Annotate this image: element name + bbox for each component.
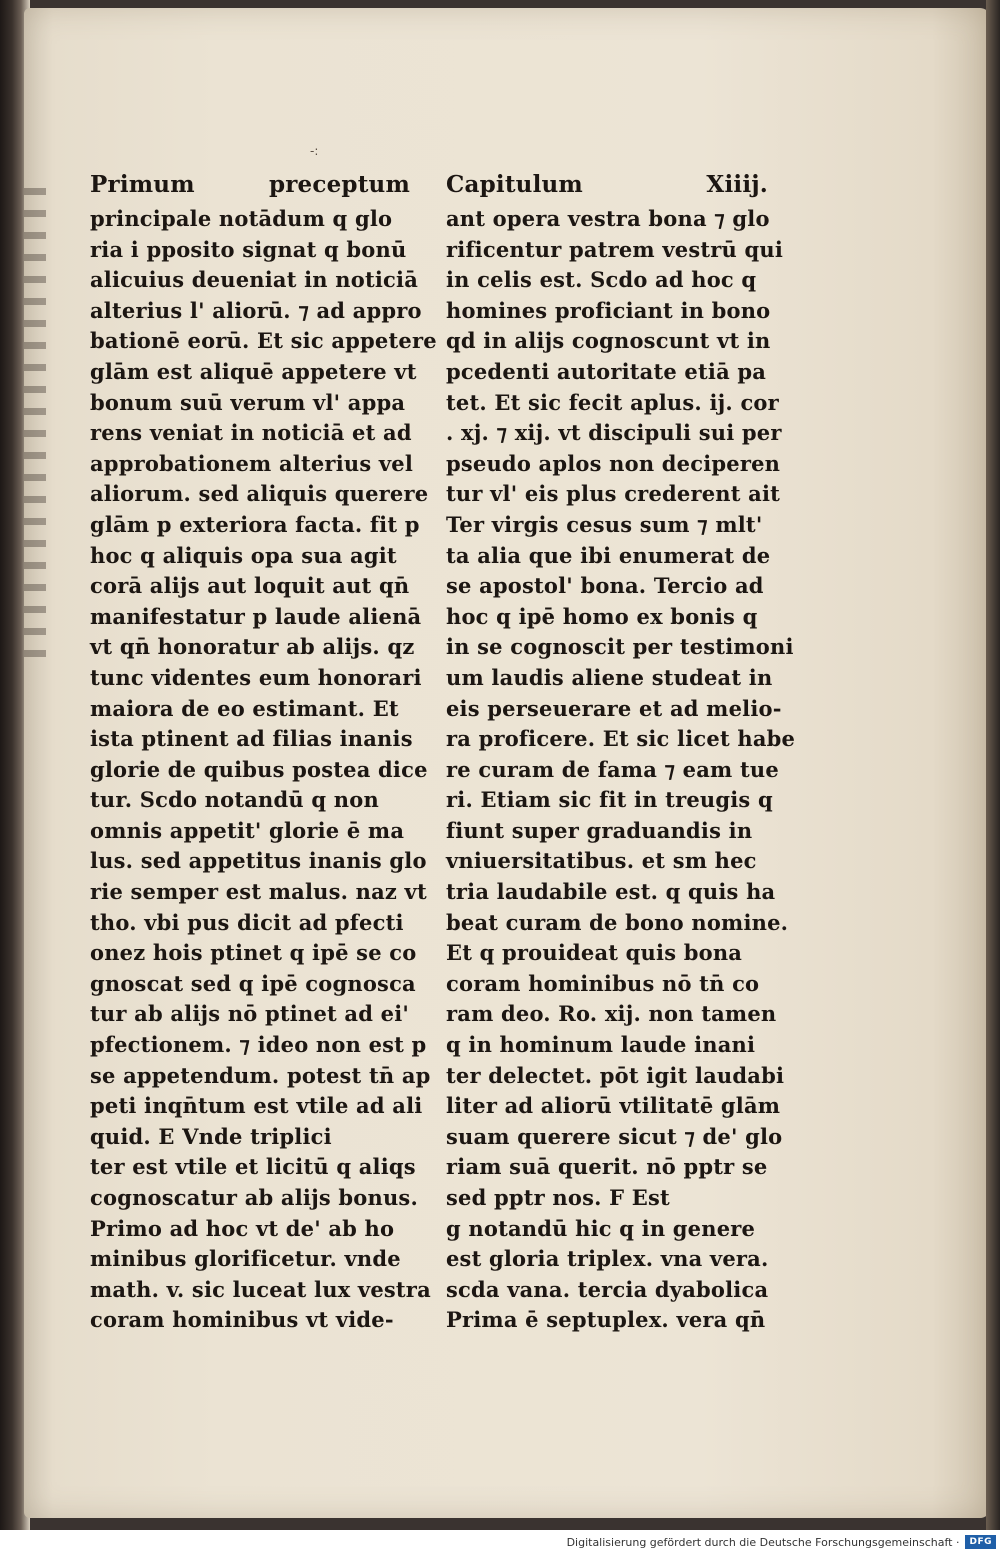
running-head-preceptum: preceptum <box>268 171 410 198</box>
left-running-head <box>90 166 410 204</box>
text-line: peti inqn̄tum est vtile ad ali <box>90 1093 423 1119</box>
text-line: quid. E Vnde triplici <box>90 1123 332 1149</box>
text-line: glām est aliquē appetere vt <box>90 358 417 384</box>
text-line: qd in alijs cognoscunt vt in <box>446 328 771 354</box>
folio-number: Xiiij. <box>706 171 768 198</box>
text-line: in se cognoscit per testimoni <box>446 634 794 660</box>
text-line: aliorum. sed aliquis querere <box>90 481 429 507</box>
text-line: Et q prouideat quis bona <box>446 940 743 966</box>
text-line: ter delectet. pōt igit laudabi <box>446 1062 785 1088</box>
text-line: principale notādum q glo <box>90 206 393 231</box>
text-line: sed pptr nos. F Est <box>446 1185 670 1210</box>
text-line: corā alijs aut loquit aut qn̄ <box>90 573 410 599</box>
text-line: manifestatur p laude alienā <box>90 603 422 629</box>
dfg-logo: DFG <box>965 1535 996 1549</box>
text-line: ra proficere. Et sic licet habe <box>446 726 796 752</box>
text-line: um laudis aliene studeat in <box>446 664 773 690</box>
text-line: hoc q ipē homo ex bonis q <box>446 603 758 629</box>
text-line: fiunt super graduandis in <box>446 817 753 843</box>
text-line: ta alia que ibi enumerat de <box>446 542 771 568</box>
text-line: suam querere sicut ⁊ de' glo <box>446 1123 783 1149</box>
text-line: coram hominibus nō tn̄ co <box>446 970 760 996</box>
text-line: . xj. ⁊ xij. vt discipuli sui per <box>446 420 782 446</box>
text-line: liter ad aliorū vtilitatē glām <box>446 1093 781 1119</box>
text-line: rens veniat in noticiā et ad <box>90 420 412 446</box>
facing-page-bleed <box>24 188 46 658</box>
running-head-capitulum: Capitulum <box>446 171 583 198</box>
text-line: rie semper est malus. naz vt <box>90 879 427 905</box>
running-head-primum: Primum <box>90 171 195 198</box>
text-line: rificentur patrem vestrū qui <box>446 236 784 262</box>
text-line: glām p exteriora facta. fit p <box>90 511 420 537</box>
text-line: gnoscat sed q ipē cognosca <box>90 970 416 996</box>
text-line: onez hois ptinet q ipē se co <box>90 940 417 966</box>
text-line: tunc videntes eum honorari <box>90 664 422 690</box>
text-line: ri. Etiam sic fit in treugis q <box>446 787 773 813</box>
text-line: omnis appetit' glorie ē ma <box>90 817 405 843</box>
text-line: cognoscatur ab alijs bonus. <box>90 1185 418 1210</box>
text-line: tur vl' eis plus crederent ait <box>446 481 781 507</box>
text-line: q in hominum laude inani <box>446 1032 756 1058</box>
text-line: vt qn̄ honoratur ab alijs. qz <box>90 634 415 660</box>
text-line: coram hominibus vt vide- <box>90 1307 394 1333</box>
text-line: ter est vtile et licitū q aliqs <box>90 1154 416 1180</box>
text-line: Ter virgis cesus sum ⁊ mlt' <box>446 511 763 537</box>
text-line: minibus glorificetur. vnde <box>90 1246 401 1272</box>
right-running-head <box>446 166 768 204</box>
text-line: glorie de quibus postea dice <box>90 756 428 782</box>
book-right-edge <box>986 0 1000 1530</box>
text-line: maiora de eo estimant. Et <box>90 695 399 721</box>
text-line: bonum suū verum vl' appa <box>90 389 406 415</box>
digitization-footer <box>0 1530 1000 1554</box>
text-line: hoc q aliquis opa sua agit <box>90 542 397 568</box>
text-line: vniuersitatibus. et sm hec <box>446 848 757 874</box>
text-line: beat curam de bono nomine. <box>446 909 789 935</box>
text-line: alterius l' aliorū. ⁊ ad appro <box>90 297 422 323</box>
text-line: se apostol' bona. Tercio ad <box>446 573 764 599</box>
text-line: Prima ē septuplex. vera qn̄ <box>446 1307 766 1333</box>
text-line: alicuius deueniat in noticiā <box>90 267 419 293</box>
text-line: ant opera vestra bona ⁊ glo <box>446 206 770 231</box>
text-line: eis perseuerare et ad melio- <box>446 695 782 721</box>
text-line: pseudo aplos non deciperen <box>446 450 781 476</box>
text-line: tur. Scdo notandū q non <box>90 787 379 813</box>
text-line: in celis est. Scdo ad hoc q <box>446 267 757 293</box>
text-line: riam suā querit. nō pptr se <box>446 1154 768 1180</box>
text-line: tria laudabile est. q quis ha <box>446 879 776 905</box>
right-lines <box>446 204 796 1336</box>
text-line: tet. Et sic fecit aplus. ij. cor <box>446 389 779 415</box>
text-line: g notandū hic q in genere <box>446 1215 756 1241</box>
text-line: ria i pposito signat q bonū <box>90 236 407 262</box>
text-line: math. v. sic luceat lux vestra <box>90 1276 431 1302</box>
text-line: ram deo. Ro. xij. non tamen <box>446 1001 777 1027</box>
text-line: homines proficiant in bono <box>446 297 771 323</box>
text-line: scda vana. tercia dyabolica <box>446 1276 769 1302</box>
text-line: tur ab alijs nō ptinet ad ei' <box>90 1001 409 1027</box>
text-line: pcedenti autoritate etiā pa <box>446 358 767 384</box>
text-line: se appetendum. potest tn̄ ap <box>90 1062 431 1088</box>
footer-credit: Digitalisierung gefördert durch die Deutsche Forschungsgemeinschaft · <box>566 1535 960 1549</box>
text-line: tho. vbi pus dicit ad pfecti <box>90 909 404 935</box>
page-marker: -: <box>310 144 319 158</box>
left-lines <box>90 204 437 1336</box>
text-line: est gloria triplex. vna vera. <box>446 1246 769 1272</box>
text-line: lus. sed appetitus inanis glo <box>90 848 427 874</box>
right-text-column <box>446 166 796 1336</box>
text-line: pfectionem. ⁊ ideo non est p <box>90 1032 427 1058</box>
text-line: bationē eorū. Et sic appetere <box>90 328 437 354</box>
text-line: ista ptinent ad filias inanis <box>90 726 413 752</box>
left-text-column <box>90 166 437 1336</box>
text-line: approbationem alterius vel <box>90 450 414 476</box>
text-line: Primo ad hoc vt de' ab ho <box>90 1215 395 1241</box>
text-line: re curam de fama ⁊ eam tue <box>446 756 779 782</box>
